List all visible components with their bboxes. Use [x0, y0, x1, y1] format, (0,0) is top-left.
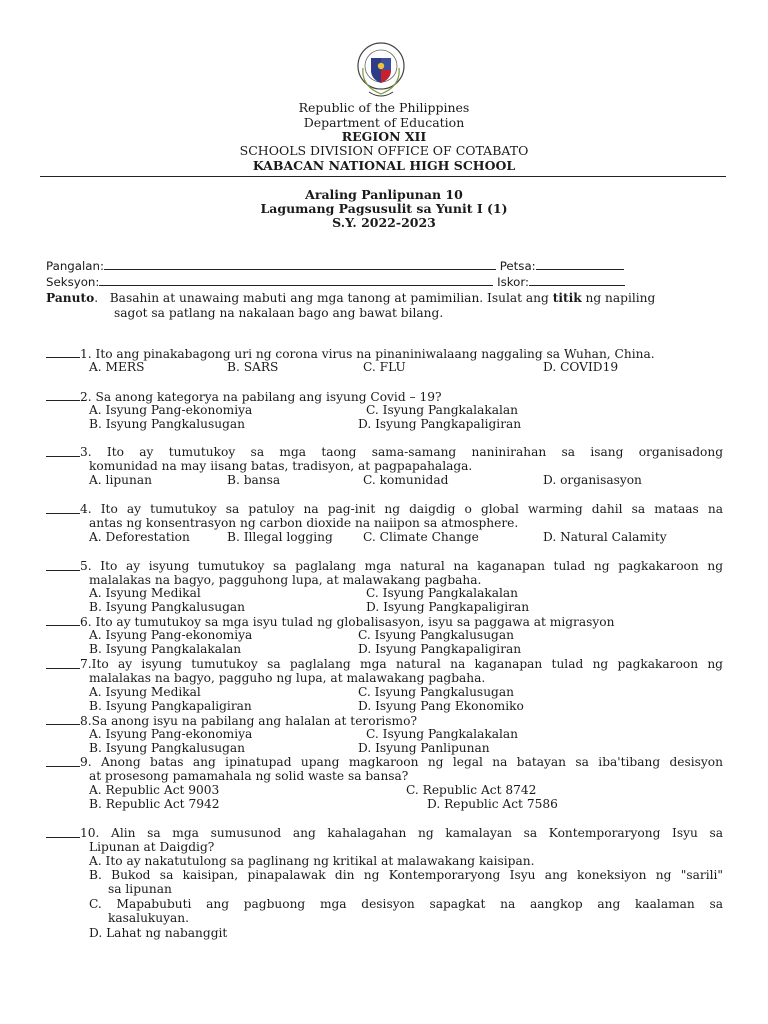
q7-option-c: C. Isyung Pangkalusugan — [358, 685, 514, 699]
q10-option-d: D. Lahat ng nabanggit — [89, 926, 228, 940]
name-label: Pangalan: — [46, 259, 104, 273]
q5-option-c: C. Isyung Pangkalakalan — [366, 586, 519, 600]
q7-text-line-1: 7.Ito ay isyung tumutukoy sa paglalang mga natural na kaganapan tulad ng pagkakaroon ng — [80, 657, 723, 671]
question-7 — [46, 657, 80, 672]
question-3 — [46, 445, 80, 460]
question-text: 8.Sa anong isyu na pabilang ang halalan at terorismo? — [80, 714, 417, 728]
q1-option-b: B. SARS — [227, 360, 279, 374]
q10-option-b-line-1: B. Bukod sa kaisipan, pinapalawak din ng Kontemporaryong Isyu ang koneksiyon ng "sarili" — [89, 868, 723, 882]
name-field[interactable] — [104, 258, 496, 270]
answer-blank[interactable] — [46, 559, 80, 571]
directions-line-2: sagot sa patlang na nakalaan bago ang bawat bilang. — [114, 306, 444, 320]
q9-option-c: C. Republic Act 8742 — [406, 783, 537, 797]
answer-blank[interactable] — [46, 657, 80, 669]
q9-text-line-1: 9. Anong batas ang ipinatupad upang magkaroon ng legal na batayan sa iba'tibang desisyon — [80, 755, 723, 769]
q3-option-a: A. lipunan — [89, 473, 152, 487]
question-6 — [46, 614, 614, 629]
answer-blank[interactable] — [46, 826, 80, 838]
q2-option-b: B. Isyung Pangkalusugan — [89, 417, 246, 431]
question-9 — [46, 755, 80, 770]
header-republic: Republic of the Philippines — [298, 100, 470, 115]
q2-option-c: C. Isyung Pangkalakalan — [366, 403, 519, 417]
q4-option-d: D. Natural Calamity — [543, 530, 667, 544]
q6-option-b: B. Isyung Pangkalakalan — [89, 642, 242, 656]
answer-blank[interactable] — [46, 346, 80, 358]
question-text: 6. Ito ay tumutukoy sa mga isyu tulad ng globalisasyon, isyu sa paggawa at migrasyon — [80, 615, 615, 629]
q4-option-c: C. Climate Change — [363, 530, 479, 544]
answer-blank[interactable] — [46, 445, 80, 457]
q10-option-a: A. Ito ay nakatutulong sa paglinang ng kritikal at malawakang kaisipan. — [89, 854, 535, 868]
q4-option-b: B. Illegal logging — [227, 530, 333, 544]
question-1 — [46, 346, 655, 361]
q9-text-line-2: at prosesong pamamahala ng solid waste sa bansa? — [89, 769, 409, 783]
q8-option-a: A. Isyung Pang-ekonomiya — [89, 727, 253, 741]
q1-option-a: A. MERS — [89, 360, 145, 374]
score-field[interactable] — [529, 274, 625, 286]
date-label: Petsa: — [499, 259, 536, 273]
question-5 — [46, 559, 80, 574]
question-text: 1. Ito ang pinakabagong uri ng corona virus na pinaniniwalaang naggaling sa Wuhan, China. — [80, 347, 655, 361]
question-text: 2. Sa anong kategorya na pabilang ang isyung Covid – 19? — [80, 390, 442, 404]
directions-bold-word: titik — [552, 291, 582, 305]
name-row — [46, 258, 624, 273]
q6-option-c: C. Isyung Pangkalusugan — [358, 628, 514, 642]
test-title: Lagumang Pagsusulit sa Yunit I (1) — [260, 201, 508, 216]
q1-option-c: C. FLU — [363, 360, 406, 374]
question-8 — [46, 713, 417, 728]
q3-text-line-2: komunidad na may iisang batas, tradisyon, at pagpapahalaga. — [89, 459, 473, 473]
q2-option-a: A. Isyung Pang-ekonomiya — [89, 403, 253, 417]
header-region: REGION XII — [341, 129, 427, 144]
q2-option-d: D. Isyung Pangkapaligiran — [358, 417, 522, 431]
question-10 — [46, 826, 80, 841]
score-label: Iskor: — [497, 275, 529, 289]
section-row — [46, 274, 625, 289]
school-year: S.Y. 2022-2023 — [332, 215, 436, 230]
q10-option-c-line-2: kasalukuyan. — [108, 911, 190, 925]
header-department: Department of Education — [303, 115, 465, 130]
q5-option-b: B. Isyung Pangkalusugan — [89, 600, 246, 614]
q7-option-a: A. Isyung Medikal — [89, 685, 201, 699]
q5-text-line-1: 5. Ito ay isyung tumutukoy sa paglalang mga natural na kaganapan tulad ng pagkakaroon ng — [80, 559, 723, 573]
answer-blank[interactable] — [46, 755, 80, 767]
answer-blank[interactable] — [46, 502, 80, 514]
q9-option-a: A. Republic Act 9003 — [89, 783, 220, 797]
subject-title: Araling Panlipunan 10 — [305, 187, 463, 202]
q5-option-d: D. Isyung Pangkapaligiran — [366, 600, 530, 614]
q10-option-b-line-2: sa lipunan — [108, 882, 172, 896]
question-2 — [46, 389, 442, 404]
q5-text-line-2: malalakas na bagyo, pagguhong lupa, at malawakang pagbaha. — [89, 573, 482, 587]
q7-text-line-2: malalakas na bagyo, pagguho ng lupa, at malawakang pagbaha. — [89, 671, 486, 685]
q1-option-d: D. COVID19 — [543, 360, 619, 374]
q3-option-c: C. komunidad — [363, 473, 449, 487]
answer-blank[interactable] — [46, 389, 80, 401]
directions-text-a: Basahin at unawaing mabuti ang mga tanong at pamimilian. Isulat ang — [109, 291, 549, 305]
q6-option-a: A. Isyung Pang-ekonomiya — [89, 628, 253, 642]
question-4 — [46, 502, 80, 517]
q8-option-c: C. Isyung Pangkalakalan — [366, 727, 519, 741]
answer-blank[interactable] — [46, 713, 80, 725]
q9-option-b: B. Republic Act 7942 — [89, 797, 220, 811]
section-field[interactable] — [99, 274, 493, 286]
q10-text-line-2: Lipunan at Daigdig? — [89, 840, 215, 854]
q9-option-d: D. Republic Act 7586 — [427, 797, 558, 811]
q8-option-b: B. Isyung Pangkalusugan — [89, 741, 246, 755]
deped-seal-icon — [357, 40, 405, 102]
q4-option-a: A. Deforestation — [89, 530, 190, 544]
q4-text-line-2: antas ng konsentrasyon ng carbon dioxide na naiipon sa atmosphere. — [89, 516, 519, 530]
q5-option-a: A. Isyung Medikal — [89, 586, 201, 600]
q7-option-d: D. Isyung Pang Ekonomiko — [358, 699, 524, 713]
q7-option-b: B. Isyung Pangkapaligiran — [89, 699, 252, 713]
directions-text-b: ng napiling — [585, 291, 656, 305]
q4-text-line-1: 4. Ito ay tumutukoy sa patuloy na pag-init ng daigdig o global warming dahil sa mataas na — [80, 502, 723, 516]
section-label: Seksyon: — [46, 275, 100, 289]
directions-label: Panuto — [46, 291, 95, 305]
q3-option-d: D. organisasyon — [543, 473, 642, 487]
answer-blank[interactable] — [46, 614, 80, 626]
q6-option-d: D. Isyung Pangkapaligiran — [358, 642, 522, 656]
q10-option-c-line-1: C. Mapabubuti ang pagbuong mga desisyon sapagkat na aangkop ang kaalaman sa — [89, 897, 723, 911]
q10-text-line-1: 10. Alin sa mga sumusunod ang kahalagahan ng kamalayan sa Kontemporaryong Isyu sa — [80, 826, 723, 840]
q3-option-b: B. bansa — [227, 473, 281, 487]
q3-text-line-1: 3. Ito ay tumutukoy sa mga taong sama-samang naninirahan sa isang organisadong — [80, 445, 723, 459]
header-division: SCHOOLS DIVISION OFFICE OF COTABATO — [239, 143, 529, 158]
header-school: KABACAN NATIONAL HIGH SCHOOL — [252, 158, 516, 173]
date-field[interactable] — [536, 258, 624, 270]
header-divider — [40, 176, 726, 177]
q8-option-d: D. Isyung Panlipunan — [358, 741, 490, 755]
directions-line-1: Panuto. Basahin at unawaing mabuti ang mga tanong at pamimilian. Isulat ang titik ng napiling — [46, 291, 656, 305]
